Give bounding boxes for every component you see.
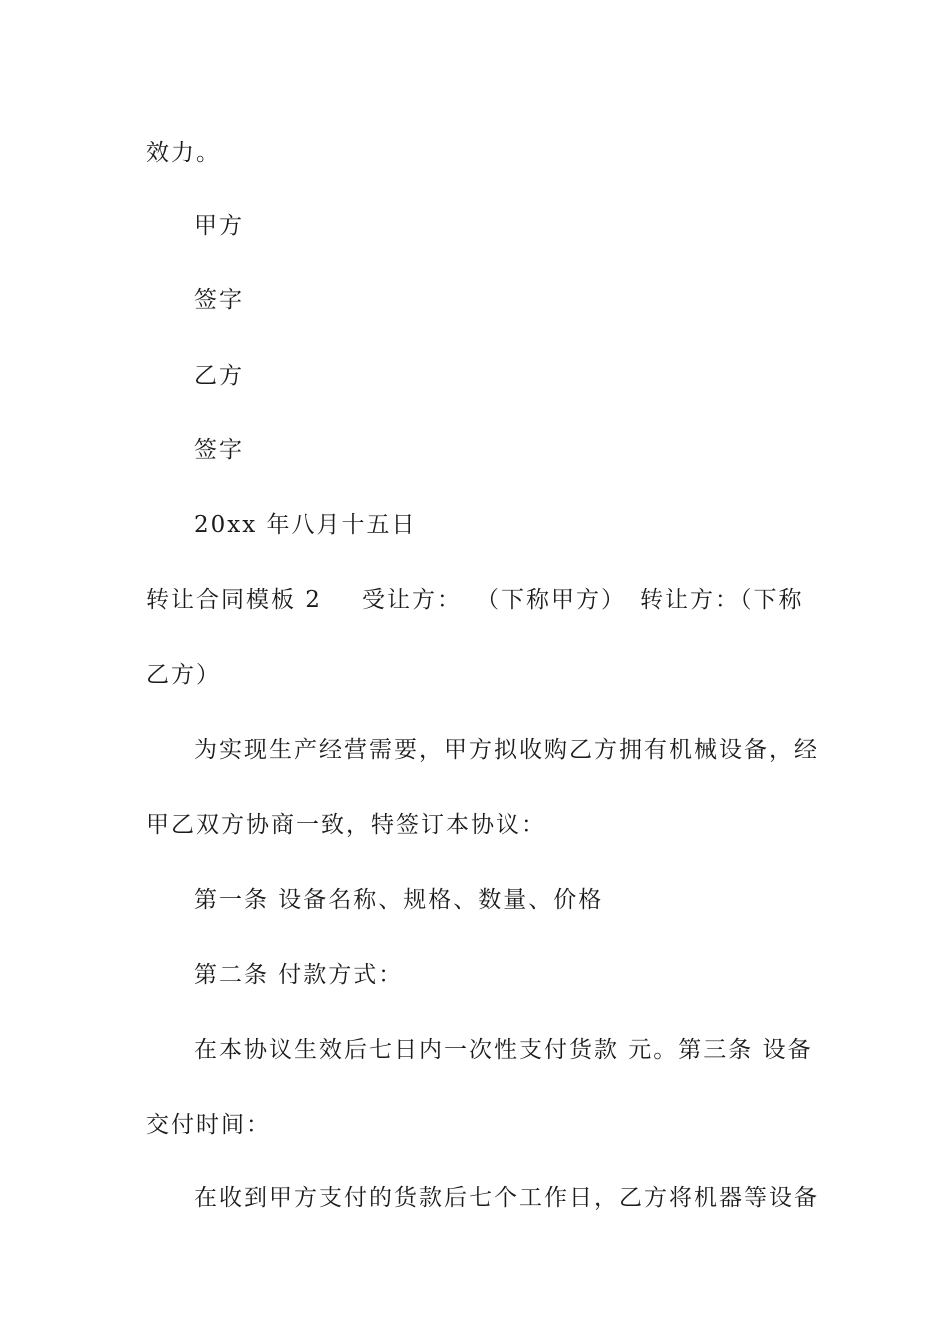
text-line: 乙方）	[146, 662, 221, 688]
intro-paragraph-cont: 甲乙双方协商一致，特签订本协议：	[146, 812, 546, 838]
party-b-label: 乙方	[194, 363, 244, 389]
assignee-note: （下称甲方）	[475, 587, 626, 613]
contract-title: 转让合同模板 2	[146, 587, 322, 613]
assignee-label: 受让方：	[361, 587, 462, 613]
party-a-label: 甲方	[194, 213, 244, 239]
article-1: 第一条 设备名称、规格、数量、价格	[194, 887, 604, 913]
article-2: 第二条 付款方式：	[194, 962, 404, 988]
payment-paragraph: 在本协议生效后七日内一次性支付货款 元。第三条 设备	[194, 1037, 813, 1063]
delivery-paragraph: 在收到甲方支付的货款后七个工作日，乙方将机器等设备	[194, 1185, 819, 1211]
text-line: 效力。	[146, 140, 221, 166]
assignor-label: 转让方：（下称	[639, 587, 804, 613]
intro-paragraph: 为实现生产经营需要，甲方拟收购乙方拥有机械设备，经	[194, 737, 819, 763]
signature-label: 签字	[194, 287, 244, 313]
contract-heading-line	[146, 585, 806, 615]
signature-label: 签字	[194, 437, 244, 463]
payment-paragraph-cont: 交付时间：	[146, 1112, 271, 1138]
date-line: 20xx 年八月十五日	[194, 512, 417, 538]
